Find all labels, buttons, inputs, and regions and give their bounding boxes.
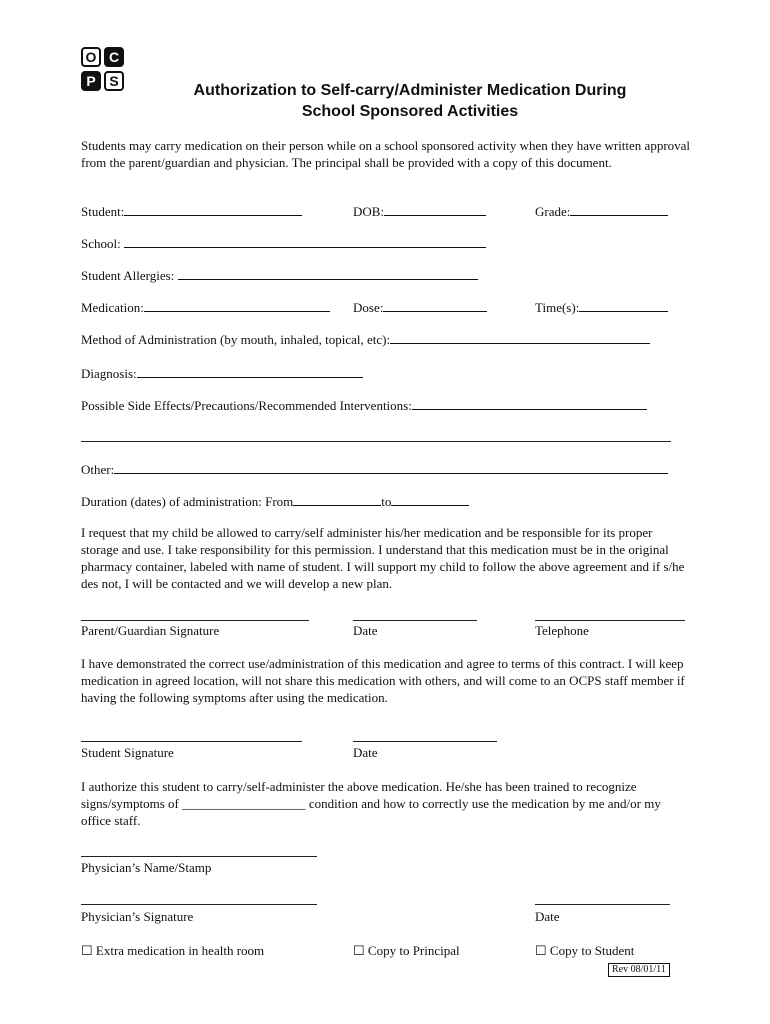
- school-line[interactable]: [124, 234, 486, 248]
- side-effects-line[interactable]: [412, 396, 647, 410]
- checkbox-extra-medication-label: Extra medication in health room: [95, 943, 265, 958]
- student-date-line[interactable]: [353, 741, 497, 742]
- method-line[interactable]: [390, 330, 650, 344]
- other-line[interactable]: [114, 460, 668, 474]
- other-field[interactable]: [81, 460, 668, 478]
- form-title-line2: School Sponsored Activities: [301, 103, 519, 120]
- student-statement: I have demonstrated the correct use/administration of this medication and agree to terms of this contract. I will keep medication in agreed location, will not share this medication with others, and will come to an OCPS staff member if having the following symptoms after using the medication.: [81, 656, 685, 705]
- physician-name-label: Physician’s Name/Stamp: [81, 860, 212, 875]
- medication-field[interactable]: [81, 298, 330, 316]
- grade-field[interactable]: [535, 202, 668, 220]
- parent-telephone-line[interactable]: [535, 620, 685, 621]
- allergies-label: Student Allergies:: [81, 268, 175, 283]
- physician-name-line[interactable]: [81, 856, 317, 857]
- times-label: Time(s):: [535, 300, 580, 315]
- physician-statement: I authorize this student to carry/self-administer the above medication. He/she has been trained to recognize signs/symptoms of ___________________ condition and how to correctly use the medication by me and/or my office staff.: [81, 779, 661, 828]
- grade-label: Grade:: [535, 204, 571, 219]
- diagnosis-line[interactable]: [137, 364, 363, 378]
- checkbox-extra-medication[interactable]: [81, 943, 264, 959]
- checkbox-copy-student[interactable]: [535, 943, 634, 959]
- diagnosis-label: Diagnosis:: [81, 366, 137, 381]
- student-date-label: Date: [353, 745, 378, 760]
- logo-letter-c: C: [104, 47, 124, 67]
- checkbox-copy-principal[interactable]: [353, 943, 460, 959]
- physician-date-label: Date: [535, 909, 560, 924]
- dose-label: Dose:: [353, 300, 384, 315]
- physician-signature-label: Physician’s Signature: [81, 909, 194, 924]
- dob-line[interactable]: [384, 202, 486, 216]
- form-title: [140, 80, 680, 122]
- checkbox-icon[interactable]: ☐: [81, 943, 93, 958]
- school-field[interactable]: [81, 234, 486, 252]
- intro-paragraph: Students may carry medication on their person while on a school sponsored activity when they have written approval from the parent/guardian and physician. The principal shall be provided with a copy of this document.: [81, 138, 691, 170]
- parent-signature-label: Parent/Guardian Signature: [81, 623, 220, 638]
- student-field[interactable]: [81, 202, 302, 220]
- physician-date-line[interactable]: [535, 904, 670, 905]
- logo-letter-p: P: [81, 71, 101, 91]
- checkbox-icon[interactable]: ☐: [353, 943, 365, 958]
- duration-field[interactable]: [81, 492, 469, 510]
- revision-label: Rev 08/01/11: [608, 963, 670, 977]
- parent-telephone-label: Telephone: [535, 623, 589, 638]
- school-label: School:: [81, 236, 121, 251]
- side-effects-line-2[interactable]: [81, 441, 671, 442]
- diagnosis-field[interactable]: [81, 364, 363, 382]
- parent-statement: I request that my child be allowed to carry/self administer his/her medication and be responsible for its proper storage and use. I take responsibility for this permission. I understand that this medication must be in the original pharmacy container, labeled with name of student. I will support my child to follow the above agreement and if s/he des not, I will be contacted and we will develop a new plan.: [81, 525, 685, 591]
- parent-date-line[interactable]: [353, 620, 477, 621]
- parent-date-label: Date: [353, 623, 378, 638]
- student-label: Student:: [81, 204, 125, 219]
- student-signature-line[interactable]: [81, 741, 302, 742]
- dob-field[interactable]: [353, 202, 486, 220]
- medication-label: Medication:: [81, 300, 144, 315]
- times-field[interactable]: [535, 298, 668, 316]
- form-title-line1: Authorization to Self-carry/Administer Medication During: [193, 82, 627, 99]
- parent-signature-line[interactable]: [81, 620, 309, 621]
- duration-from-line[interactable]: [293, 492, 381, 506]
- dose-line[interactable]: [383, 298, 487, 312]
- logo-letter-o: O: [81, 47, 101, 67]
- dose-field[interactable]: [353, 298, 487, 316]
- allergies-line[interactable]: [178, 266, 478, 280]
- duration-from-label: Duration (dates) of administration: From: [81, 494, 294, 509]
- grade-line[interactable]: [570, 202, 668, 216]
- medication-line[interactable]: [144, 298, 330, 312]
- duration-to-line[interactable]: [391, 492, 469, 506]
- side-effects-field[interactable]: [81, 396, 647, 414]
- dob-label: DOB:: [353, 204, 385, 219]
- checkbox-copy-student-label: Copy to Student: [549, 943, 635, 958]
- method-field[interactable]: [81, 330, 650, 348]
- physician-signature-line[interactable]: [81, 904, 317, 905]
- method-label: Method of Administration (by mouth, inhaled, topical, etc):: [81, 332, 391, 347]
- student-line[interactable]: [124, 202, 302, 216]
- other-label: Other:: [81, 462, 115, 477]
- checkbox-icon[interactable]: ☐: [535, 943, 547, 958]
- checkbox-copy-principal-label: Copy to Principal: [367, 943, 460, 958]
- side-effects-label: Possible Side Effects/Precautions/Recommended Interventions:: [81, 398, 412, 413]
- logo-letter-s: S: [104, 71, 124, 91]
- allergies-field[interactable]: [81, 266, 478, 284]
- duration-to-label: to: [381, 494, 392, 509]
- student-signature-label: Student Signature: [81, 745, 174, 760]
- times-line[interactable]: [579, 298, 668, 312]
